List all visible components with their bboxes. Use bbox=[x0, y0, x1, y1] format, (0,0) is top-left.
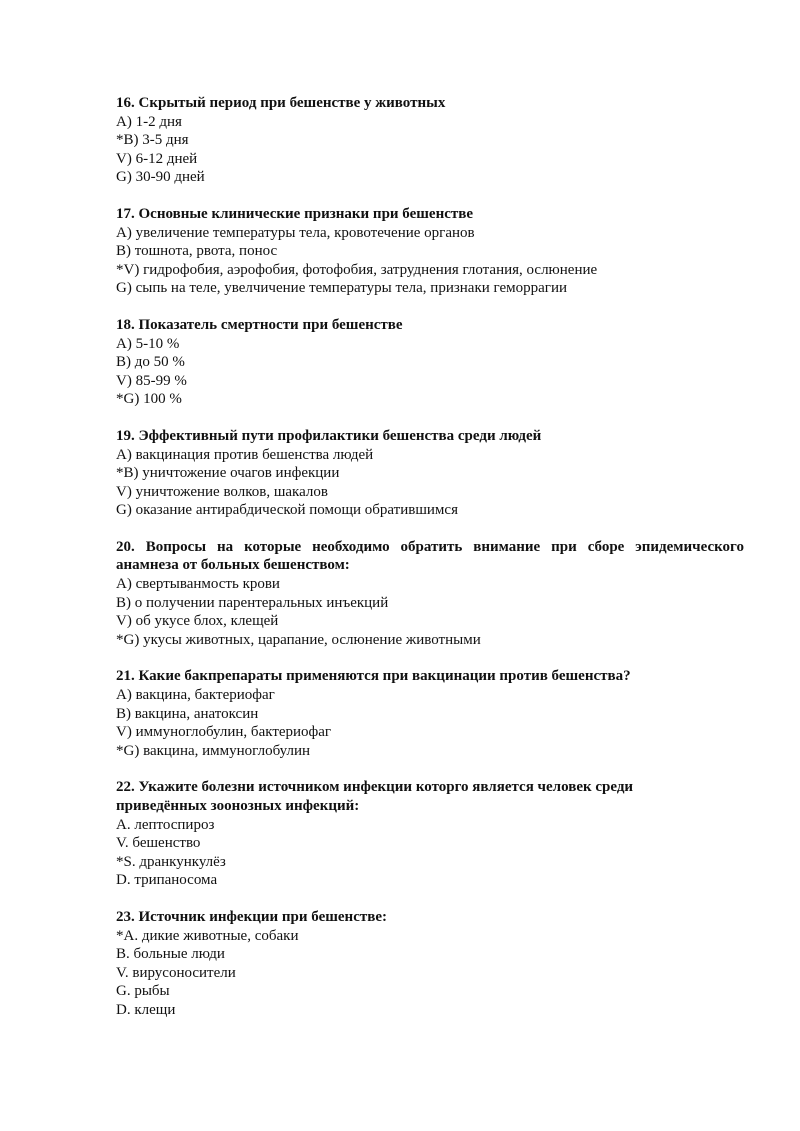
answer-option: *A. дикие животные, собаки bbox=[116, 927, 299, 944]
answer-option: *G) укусы животных, царапание, ослюнение животными bbox=[116, 631, 481, 648]
question-20 bbox=[116, 538, 744, 650]
answer-option: B) о получении парентеральных инъекций bbox=[116, 594, 389, 611]
answer-option: А) свертыванмость крови bbox=[116, 576, 280, 593]
question-22 bbox=[116, 778, 744, 890]
answer-option: А) 1-2 дня bbox=[116, 113, 182, 130]
answer-option: A. лептоспироз bbox=[116, 816, 215, 833]
answer-option: А) вакцина, бактериофаг bbox=[116, 687, 275, 704]
question-23 bbox=[116, 908, 744, 1020]
answer-option: V) иммуноглобулин, бактериофаг bbox=[116, 724, 332, 741]
answer-option: А) вакцинация против бешенства людей bbox=[116, 446, 374, 463]
answer-option: B. больные люди bbox=[116, 946, 225, 963]
answer-option: V) 6-12 дней bbox=[116, 150, 198, 167]
answer-option: *G) вакцина, иммуноглобулин bbox=[116, 742, 311, 759]
answer-option: B) вакцина, анатоксин bbox=[116, 705, 259, 722]
answer-option: V) об укусе блох, клещей bbox=[116, 613, 279, 630]
answer-option: А) 5-10 % bbox=[116, 335, 180, 352]
answer-option: *V) гидрофобия, аэрофобия, фотофобия, затруднения глотания, ослюнение bbox=[116, 261, 598, 278]
question-title: 18. Показатель смертности при бешенстве bbox=[116, 316, 403, 333]
question-title: 17. Основные клинические признаки при бешенстве bbox=[116, 205, 474, 222]
answer-option: *B) 3-5 дня bbox=[116, 132, 189, 149]
question-18 bbox=[116, 316, 744, 409]
question-21 bbox=[116, 667, 744, 760]
question-title: 23. Источник инфекции при бешенстве: bbox=[116, 908, 387, 925]
answer-option: *S. дранкункулёз bbox=[116, 853, 226, 870]
document-page bbox=[116, 94, 744, 1038]
answer-option: G) 30-90 дней bbox=[116, 169, 205, 186]
question-title: 20. Вопросы на которые необходимо обратить внимание при сборе эпидемического анамнеза от больных бешенством: bbox=[116, 538, 744, 574]
question-title: 21. Какие бакпрепараты применяются при вакцинации против бешенства? bbox=[116, 668, 631, 685]
answer-option: B) тошнота, рвота, понос bbox=[116, 243, 278, 260]
answer-option: G. рыбы bbox=[116, 983, 170, 1000]
answer-option: *B) уничтожение очагов инфекции bbox=[116, 465, 340, 482]
answer-option: G) сыпь на теле, увелчичение температуры тела, признаки геморрагии bbox=[116, 280, 567, 297]
answer-option: V) уничтожение волков, шакалов bbox=[116, 483, 328, 500]
answer-option: D. трипаносома bbox=[116, 872, 218, 889]
answer-option: *G) 100 % bbox=[116, 391, 182, 408]
answer-option: B) до 50 % bbox=[116, 354, 185, 371]
question-19 bbox=[116, 427, 744, 520]
answer-option: D. клещи bbox=[116, 1001, 176, 1018]
question-title: 16. Скрытый период при бешенстве у животных bbox=[116, 95, 446, 111]
question-16 bbox=[116, 94, 744, 187]
answer-option: V) 85-99 % bbox=[116, 372, 187, 389]
question-17 bbox=[116, 205, 744, 298]
answer-option: V. вирусоносители bbox=[116, 964, 236, 981]
question-title: 22. Укажите болезни источником инфекции которго является человек среди приведённых зоонозных инфекций: bbox=[116, 779, 634, 814]
question-title: 19. Эффективный пути профилактики бешенства среди людей bbox=[116, 427, 542, 444]
answer-option: G) оказание антирабдической помощи обратившимся bbox=[116, 502, 458, 519]
answer-option: А) увеличение температуры тела, кровотечение органов bbox=[116, 224, 475, 241]
answer-option: V. бешенство bbox=[116, 835, 201, 852]
